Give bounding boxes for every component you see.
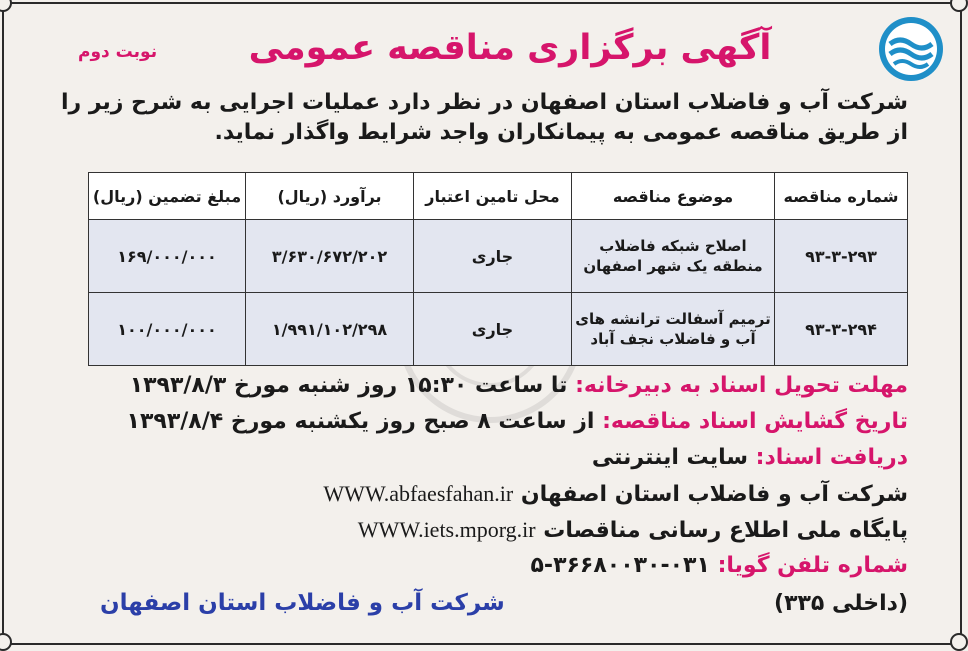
site1-text: شرکت آب و فاضلاب استان اصفهان: [520, 482, 908, 507]
site2-link[interactable]: WWW.iets.mporg.ir: [357, 517, 536, 542]
round-label: نوبت دوم: [78, 42, 158, 62]
header-estimate: برآورد (ریال): [246, 173, 414, 220]
site1-line: [60, 480, 908, 509]
phone-value: ۰۳۱-۳۶۶۸۰۰۳۰-۵: [530, 553, 710, 578]
tender-table: [88, 172, 908, 366]
receive-label: دریافت اسناد:: [755, 445, 908, 470]
intro-paragraph: شرکت آب و فاضلاب استان اصفهان در نظر دارد عملیات اجرایی به شرح زیر را از طریق مناقصه عمومی به پیمانکاران واجد شرایط واگذار نماید.: [60, 90, 908, 145]
header-guarantee: مبلغ تضمین (ریال): [89, 173, 246, 220]
opening-label: تاریخ گشایش اسناد مناقصه:: [602, 409, 908, 434]
cell-estimate: ۱/۹۹۱/۱۰۲/۲۹۸: [246, 293, 414, 366]
phone-line: [60, 552, 908, 580]
header-number: شماره مناقصه: [775, 173, 908, 220]
table-row: [89, 220, 908, 293]
opening-value: از ساعت ۸ صبح روز یکشنبه مورخ ۱۳۹۳/۸/۴: [126, 409, 595, 434]
header-funding: محل تامین اعتبار: [414, 173, 572, 220]
cell-funding: جاری: [414, 220, 572, 293]
water-company-logo-icon: [876, 14, 946, 84]
phone-label: شماره تلفن گویا:: [717, 553, 908, 578]
phone-extension: (داخلی ۳۳۵): [774, 591, 908, 616]
deadline-line: [60, 372, 908, 400]
cell-subject: ترمیم آسفالت ترانشه های آب و فاضلاب نجف آباد: [572, 293, 775, 366]
site2-line: [60, 516, 908, 545]
table-row: [89, 293, 908, 366]
receive-value: سایت اینترنتی: [591, 445, 748, 470]
notice-title: آگهی برگزاری مناقصه عمومی: [248, 28, 772, 68]
frame-corner-ornament: [950, 0, 968, 12]
receive-line: [60, 444, 908, 472]
cell-guarantee: ۱۶۹/۰۰۰/۰۰۰: [89, 220, 246, 293]
cell-number: ۹۳-۳-۲۹۴: [775, 293, 908, 366]
deadline-value: تا ساعت ۱۵:۳۰ روز شنبه مورخ ۱۳۹۳/۸/۳: [129, 373, 568, 398]
header-subject: موضوع مناقصه: [572, 173, 775, 220]
table-header-row: [89, 173, 908, 220]
site1-link[interactable]: WWW.abfaesfahan.ir: [323, 481, 514, 506]
cell-subject: اصلاح شبکه فاضلاب منطقه یک شهر اصفهان: [572, 220, 775, 293]
cell-guarantee: ۱۰۰/۰۰۰/۰۰۰: [89, 293, 246, 366]
cell-number: ۹۳-۳-۲۹۳: [775, 220, 908, 293]
footer-company-name: شرکت آب و فاضلاب استان اصفهان: [100, 590, 505, 616]
cell-estimate: ۳/۶۳۰/۶۷۲/۲۰۲: [246, 220, 414, 293]
site2-text: پایگاه ملی اطلاع رسانی مناقصات: [543, 518, 908, 543]
frame-corner-ornament: [0, 633, 12, 651]
opening-line: [60, 408, 908, 436]
cell-funding: جاری: [414, 293, 572, 366]
frame-corner-ornament: [950, 633, 968, 651]
deadline-label: مهلت تحویل اسناد به دبیرخانه:: [575, 373, 908, 398]
